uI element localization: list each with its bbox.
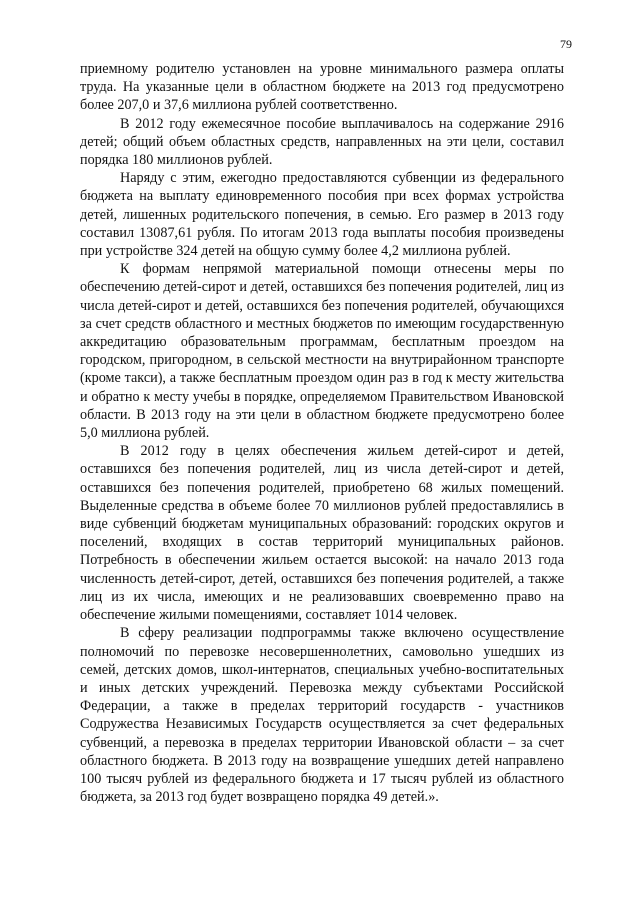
paragraph-3: Наряду с этим, ежегодно предоставляются субвенции из федерального бюджета на выплату единовременного пособия при всех формах устройства детей, лишенных родительского попечения, в семью. Его размер в 2013 году составил 13087,61 рубля. По итогам 2013 года выплаты пособия произведены при устройстве 324 детей на общую сумму более 4,2 миллиона рублей.	[80, 170, 564, 260]
paragraph-4: К формам непрямой материальной помощи отнесены меры по обеспечению детей-сирот и детей, оставшихся без попечения родителей, лиц из числа детей-сирот и детей, оставшихся без попечения родителей, обучающихся за счет средств областного и местных бюджетов по имеющим государственную аккредитацию образовательным программам, бесплатным проездом на городском, пригородном, в сельской местности на внутрирайонном транспорте (кроме такси), а также бесплатным проездом один раз в год к месту жительства и обратно к месту учебы в порядке, определяемом Правительством Ивановской области. В 2013 году на эти цели в областном бюджете предусмотрено более 5,0 миллиона рублей.	[80, 261, 564, 442]
body-text	[80, 60, 564, 806]
page-number: 79	[560, 37, 572, 51]
paragraph-2: В 2012 году ежемесячное пособие выплачивалось на содержание 2916 детей; общий объем областных средств, направленных на эти цели, составил порядка 180 миллионов рублей.	[80, 115, 564, 169]
paragraph-5: В 2012 году в целях обеспечения жильем детей-сирот и детей, оставшихся без попечения родителей, лиц из числа детей-сирот и детей, оставшихся без попечения родителей, приобретено 68 жилых помещений. Выделенные средства в объеме более 70 миллионов рублей предоставлялись в виде субвенций бюджетам муниципальных образований: городских округов и поселений, входящих в состав территорий муниципальных районов. Потребность в обеспечении жильем остается высокой: на начало 2013 года численность детей-сирот, детей, оставшихся без попечения родителей, а также лиц из их числа, имеющих и не реализовавших своевременно право на обеспечение жилыми помещениями, составляет 1014 человек.	[80, 443, 564, 624]
paragraph-6: В сферу реализации подпрограммы также включено осуществление полномочий по перевозке несовершеннолетних, самовольно ушедших из семей, детских домов, школ-интернатов, специальных учебно-воспитательных и иных детских учреждений. Перевозка между субъектами Российской Федерации, а также в пределах территорий государств - участников Содружества Независимых Государств осуществляется за счет федеральных субвенций, а перевозка в пределах территории Ивановской области – за счет областного бюджета. В 2013 году на возвращение ушедших детей направлено 100 тысяч рублей из федерального бюджета и 17 тысяч рублей из областного бюджета, за 2013 год будет возвращено порядка 49 детей.».	[80, 625, 564, 806]
paragraph-1: приемному родителю установлен на уровне минимального размера оплаты труда. На указанные цели в областном бюджете на 2013 год предусмотрено более 207,0 и 37,6 миллиона рублей соответственно.	[80, 61, 564, 114]
